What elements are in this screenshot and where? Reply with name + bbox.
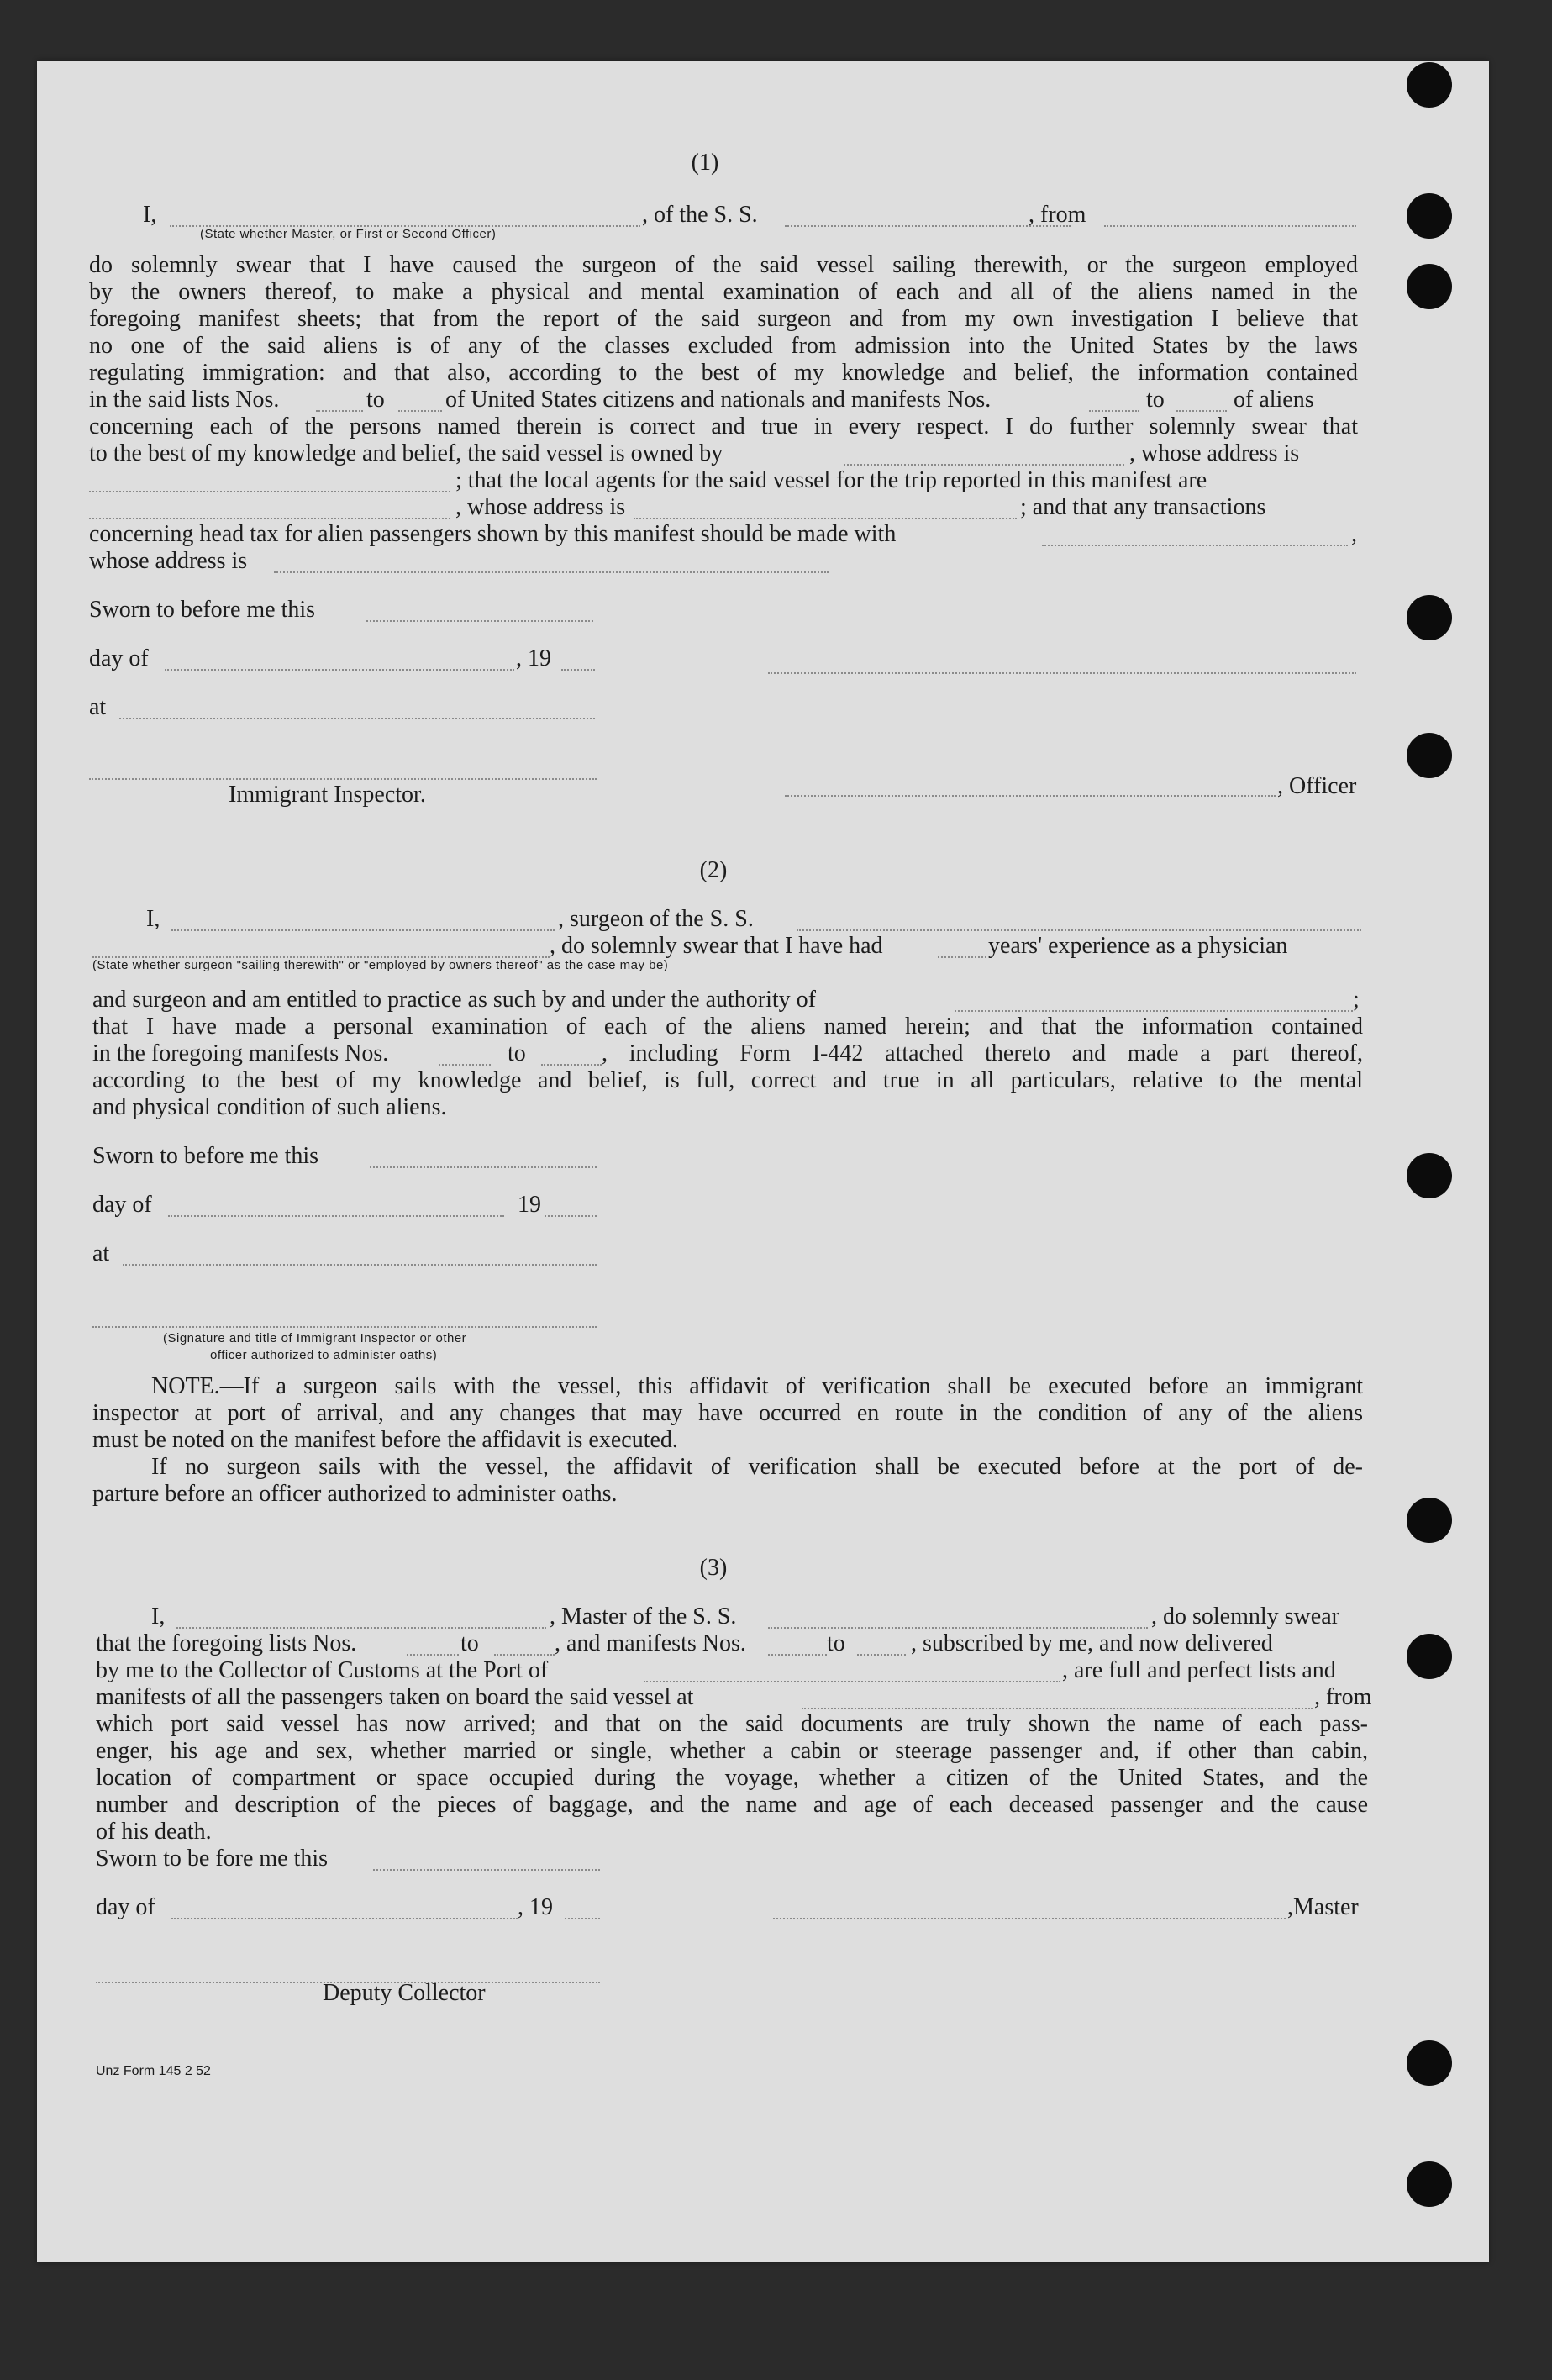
s1-day-of: day of bbox=[89, 645, 149, 671]
s3-l3-b: , are full and perfect lists and bbox=[1062, 1657, 1336, 1683]
s1-officer: , Officer bbox=[1277, 773, 1357, 799]
s2-manifest-to-field[interactable] bbox=[541, 1064, 602, 1066]
head-tax-field[interactable] bbox=[1042, 545, 1348, 546]
note-l3: must be noted on the manifest before the affidavit is executed. bbox=[92, 1427, 678, 1453]
s1-para-line-1: do solemnly swear that I have caused the surgeon of the said vessel sailing therewith, or the surgeon employed bbox=[89, 252, 1358, 278]
s2-caption: (State whether surgeon "sailing therewith" or "employed by owners thereof" as the case may be) bbox=[92, 958, 669, 972]
note-l4: If no surgeon sails with the vessel, the affidavit of verification shall be executed before at the port of de- bbox=[151, 1454, 1363, 1480]
s2-l4: that I have made a personal examination of each of the aliens named herein; and that the information contained bbox=[92, 1014, 1363, 1040]
s2-year: 19 bbox=[518, 1192, 541, 1218]
s1-l6-a: in the said lists Nos. bbox=[89, 387, 280, 413]
punch-hole bbox=[1407, 595, 1452, 640]
surgeon-name-field[interactable] bbox=[171, 929, 555, 931]
s2-month-field[interactable] bbox=[168, 1215, 504, 1217]
s2-at: at bbox=[92, 1240, 110, 1266]
s3-manifest-to-field[interactable] bbox=[857, 1654, 906, 1656]
vessel-name-field[interactable] bbox=[785, 225, 1071, 227]
s1-year-field[interactable] bbox=[561, 669, 595, 671]
s1-para-line-2: by the owners thereof, to make a physical and mental examination of each and all of the aliens named in the bbox=[89, 279, 1358, 305]
s3-l1-b: , Master of the S. S. bbox=[550, 1603, 737, 1630]
s1-l10-a: , whose address is bbox=[455, 494, 626, 520]
punch-hole bbox=[1407, 1498, 1452, 1543]
s2-signature-line[interactable] bbox=[92, 1326, 597, 1328]
punch-hole bbox=[1407, 733, 1452, 778]
s3-l2-e: , subscribed by me, and now delivered bbox=[911, 1630, 1273, 1656]
s3-l2-b: to bbox=[460, 1630, 479, 1656]
alien-manifest-to-field[interactable] bbox=[1176, 410, 1227, 412]
owner-field[interactable] bbox=[844, 464, 1124, 466]
s1-inspector: Immigrant Inspector. bbox=[229, 782, 426, 808]
s3-l2-a: that the foregoing lists Nos. bbox=[96, 1630, 357, 1656]
s3-manifest-from-field[interactable] bbox=[768, 1654, 827, 1656]
s1-i: I, bbox=[143, 202, 157, 228]
s3-l4-a: manifests of all the passengers taken on board the said vessel at bbox=[96, 1684, 694, 1710]
s2-i: I, bbox=[146, 906, 160, 932]
punch-hole bbox=[1407, 62, 1452, 108]
note-l2: inspector at port of arrival, and any changes that may have occurred en route in the condition of any of the aliens bbox=[92, 1400, 1363, 1426]
s3-list-from-field[interactable] bbox=[407, 1654, 459, 1656]
s2-sworn-date-field[interactable] bbox=[370, 1166, 597, 1168]
note-l5: parture before an officer authorized to administer oaths. bbox=[92, 1481, 618, 1507]
s2-year-field[interactable] bbox=[545, 1215, 597, 1217]
s3-vessel-field[interactable] bbox=[768, 1627, 1148, 1629]
s2-l1-b: , surgeon of the S. S. bbox=[558, 906, 754, 932]
s3-year: , 19 bbox=[518, 1894, 553, 1920]
punch-hole bbox=[1407, 193, 1452, 239]
s1-caption: (State whether Master, or First or Second Officer) bbox=[200, 227, 497, 241]
agents-address-field[interactable] bbox=[634, 518, 1017, 519]
s2-l3-b: ; bbox=[1353, 987, 1360, 1013]
embarkation-port-field[interactable] bbox=[802, 1708, 1313, 1709]
s2-caption2-b: officer authorized to administer oaths) bbox=[210, 1348, 438, 1362]
s1-year: , 19 bbox=[516, 645, 551, 671]
s3-master-signature-line[interactable] bbox=[773, 1918, 1286, 1919]
section-2-number: (2) bbox=[699, 857, 728, 883]
section-3-number: (3) bbox=[699, 1555, 728, 1581]
s2-caption2-a: (Signature and title of Immigrant Inspector or other bbox=[163, 1331, 467, 1345]
s2-sworn: Sworn to before me this bbox=[92, 1143, 319, 1169]
s3-para-line-3: location of compartment or space occupied during the voyage, whether a citizen of the United States, and the bbox=[96, 1765, 1368, 1791]
s1-l11-a: concerning head tax for alien passengers shown by this manifest should be made with bbox=[89, 521, 897, 547]
s3-l2-c: , and manifests Nos. bbox=[555, 1630, 746, 1656]
s3-para-line-1: which port said vessel has now arrived; and that on the said documents are truly shown the name of each pass- bbox=[96, 1711, 1368, 1737]
s1-l8-a: to the best of my knowledge and belief, the said vessel is owned by bbox=[89, 440, 723, 466]
s1-from: , from bbox=[1029, 202, 1086, 228]
s3-sworn: Sworn to be fore me this bbox=[96, 1846, 329, 1872]
s3-l1-c: , do solemnly swear bbox=[1151, 1603, 1339, 1630]
s2-l5-c: , including Form I-442 attached thereto and made a part thereof, bbox=[602, 1040, 1363, 1066]
owner-address-field[interactable] bbox=[89, 491, 450, 492]
s3-master: ,Master bbox=[1287, 1894, 1359, 1920]
years-experience-field[interactable] bbox=[938, 956, 986, 958]
s1-l6-c: of United States citizens and nationals and manifests Nos. bbox=[445, 387, 992, 413]
s1-officer-signature-line[interactable] bbox=[785, 795, 1276, 797]
s3-l3-a: by me to the Collector of Customs at the Port of bbox=[96, 1657, 549, 1683]
s2-day-of: day of bbox=[92, 1192, 152, 1218]
form-number: Unz Form 145 2 52 bbox=[96, 2064, 211, 2078]
s1-l6-d: to bbox=[1146, 387, 1165, 413]
s2-at-field[interactable] bbox=[123, 1264, 597, 1266]
s3-i: I, bbox=[151, 1603, 166, 1630]
s2-l6: according to the best of my knowledge and belief, is full, correct and true in all particulars, relative to the mental bbox=[92, 1067, 1363, 1093]
s1-l10-b: ; and that any transactions bbox=[1020, 494, 1266, 520]
local-agents-field[interactable] bbox=[89, 518, 450, 519]
s3-list-to-field[interactable] bbox=[494, 1654, 555, 1656]
s1-sworn: Sworn to before me this bbox=[89, 597, 316, 623]
s3-day-of: day of bbox=[96, 1894, 155, 1920]
manifest-sheet bbox=[37, 61, 1489, 2262]
punch-hole bbox=[1407, 2161, 1452, 2207]
head-tax-address-field[interactable] bbox=[274, 571, 829, 573]
s1-month-field[interactable] bbox=[165, 669, 514, 671]
s2-l3-a: and surgeon and am entitled to practice as such by and under the authority of bbox=[92, 987, 816, 1013]
section-1-number: (1) bbox=[691, 150, 719, 176]
s1-of-ss: , of the S. S. bbox=[642, 202, 758, 228]
s1-l7: concerning each of the persons named therein is correct and true in every respect. I do further solemnly swear that bbox=[89, 413, 1358, 440]
s3-para-line-4: number and description of the pieces of baggage, and the name and age of each deceased passenger and the cause bbox=[96, 1792, 1368, 1818]
s2-l2-a: , do solemnly swear that I have had bbox=[550, 933, 883, 959]
s3-para-line-2: enger, his age and sex, whether married or single, whether a cabin or steerage passenger and, if other than cabin, bbox=[96, 1738, 1368, 1764]
alien-manifest-from-field[interactable] bbox=[1089, 410, 1139, 412]
s1-para-line-5: regulating immigration: and that also, according to the best of my knowledge and belief, the information contained bbox=[89, 360, 1358, 386]
s1-l11-b: , bbox=[1351, 521, 1357, 547]
s1-l9: ; that the local agents for the said vessel for the trip reported in this manifest are bbox=[455, 467, 1207, 493]
s1-l6-e: of aliens bbox=[1234, 387, 1314, 413]
s3-sworn-date-field[interactable] bbox=[373, 1869, 600, 1871]
port-field[interactable] bbox=[644, 1681, 1060, 1682]
s1-l8-b: , whose address is bbox=[1129, 440, 1300, 466]
s1-l12: whose address is bbox=[89, 548, 248, 574]
s3-month-field[interactable] bbox=[171, 1918, 518, 1919]
s3-year-field[interactable] bbox=[565, 1918, 600, 1919]
punch-hole bbox=[1407, 1634, 1452, 1679]
s2-l5-b: to bbox=[508, 1040, 526, 1066]
s3-collector: Deputy Collector bbox=[323, 1980, 486, 2006]
s2-manifest-from-field[interactable] bbox=[439, 1064, 491, 1066]
s2-l5-a: in the foregoing manifests Nos. bbox=[92, 1040, 389, 1066]
s2-vessel-field[interactable] bbox=[797, 929, 1361, 931]
s1-officer-signature-line-1[interactable] bbox=[768, 672, 1356, 674]
s1-at-field[interactable] bbox=[119, 718, 595, 719]
s1-inspector-signature-line[interactable] bbox=[89, 778, 597, 780]
citizen-list-to-field[interactable] bbox=[398, 410, 442, 412]
authority-field[interactable] bbox=[955, 1010, 1353, 1012]
from-port-field[interactable] bbox=[1104, 225, 1356, 227]
s2-l2-b: years' experience as a physician bbox=[988, 933, 1288, 959]
citizen-list-from-field[interactable] bbox=[316, 410, 363, 412]
s3-l4-b: , from bbox=[1314, 1684, 1372, 1710]
s3-master-name-field[interactable] bbox=[176, 1627, 546, 1629]
s3-l2-d: to bbox=[827, 1630, 845, 1656]
note-l1: NOTE.—If a surgeon sails with the vessel, this affidavit of verification shall be executed before an immigrant bbox=[151, 1373, 1363, 1399]
s1-para-line-3: foregoing manifest sheets; that from the report of the said surgeon and from my own investigation I believe that bbox=[89, 306, 1358, 332]
punch-hole bbox=[1407, 2040, 1452, 2086]
s3-last-line: of his death. bbox=[96, 1819, 212, 1845]
punch-hole bbox=[1407, 264, 1452, 309]
s1-sworn-date-field[interactable] bbox=[366, 620, 593, 622]
s2-l7: and physical condition of such aliens. bbox=[92, 1094, 447, 1120]
s1-at: at bbox=[89, 694, 107, 720]
s1-l6-b: to bbox=[366, 387, 385, 413]
s1-para-line-4: no one of the said aliens is of any of the classes excluded from admission into the United States by the laws bbox=[89, 333, 1358, 359]
punch-hole bbox=[1407, 1153, 1452, 1198]
